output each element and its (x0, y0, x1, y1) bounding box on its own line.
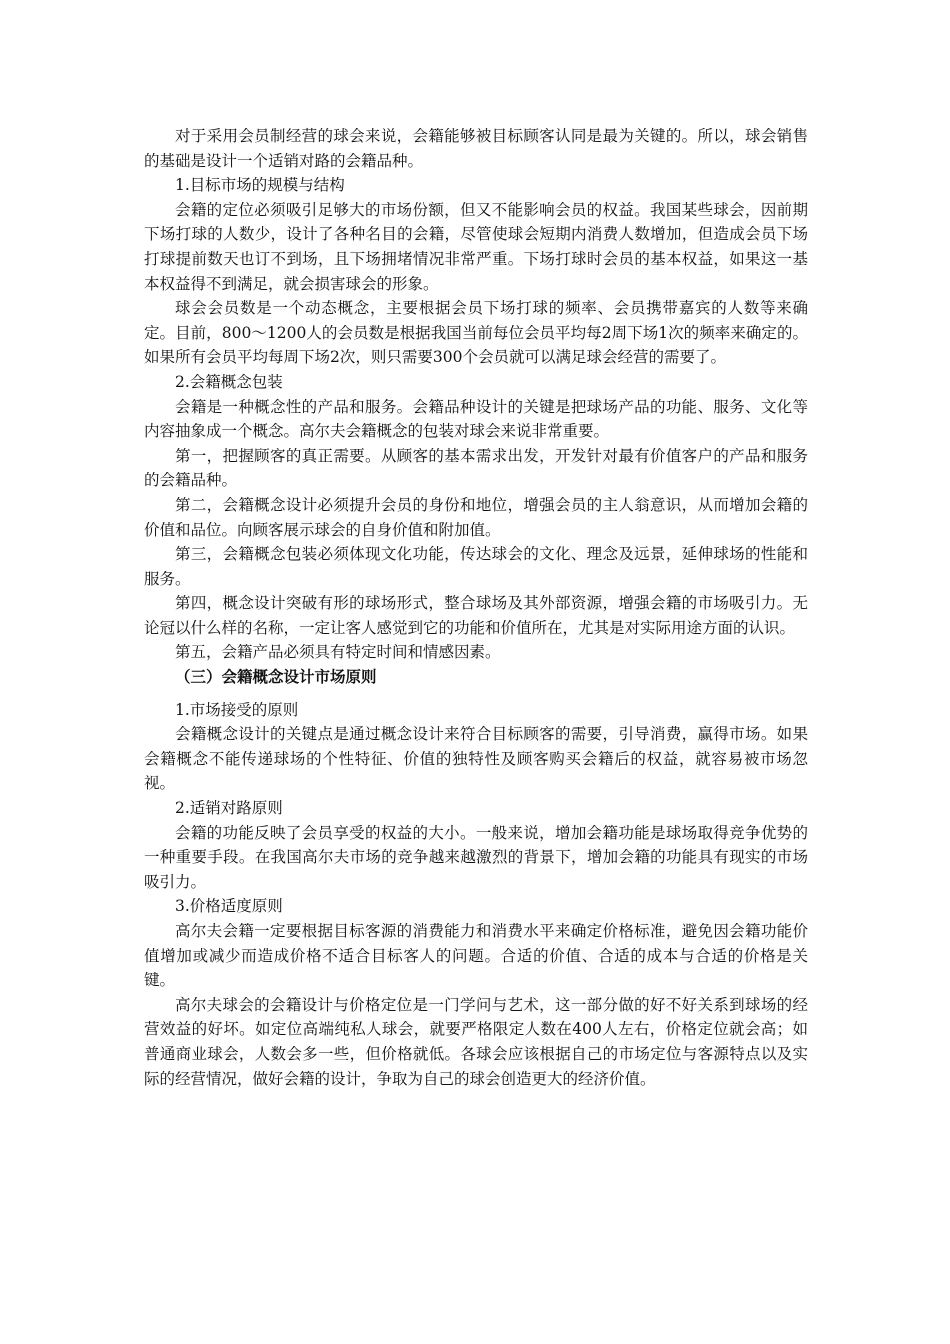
paragraph-marketable: 会籍的功能反映了会员享受的权益的大小。一般来说，增加会籍功能是球场取得竞争优势的一种重要手段。在我国高尔夫市场的竞争越来越激烈的背景下，增加会籍的功能具有现实的市场吸引力。 (144, 823, 808, 891)
paragraph-concept-product: 会籍是一种概念性的产品和服务。会籍品种设计的关键是把球场产品的功能、服务、文化等内容抽象成一个概念。高尔夫会籍概念的包装对球会来说非常重要。 (144, 397, 808, 441)
subheading-concept-packaging: 2.会籍概念包装 (175, 372, 283, 391)
subheading-market-acceptance: 1.市场接受的原则 (175, 700, 299, 719)
paragraph-market-share: 会籍的定位必须吸引足够大的市场份额，但又不能影响会员的权益。我国某些球会，因前期下场打球的人数少，设计了各种名目的会籍，尽管使球会短期内消费人数增加，但造成会员下场打球提前数天也订不到场，且下场拥堵情况非常严重。下场打球时会员的基本权益，如果这一基本权益得不到满足，就会损害球会的形象。 (144, 200, 808, 293)
subheading-pricing: 3.价格适度原则 (175, 897, 283, 916)
paragraph-second-point: 第二，会籍概念设计必须提升会员的身份和地位，增强会员的主人翁意识，从而增加会籍的价值和品位。向顾客展示球会的自身价值和附加值。 (144, 495, 808, 539)
document-page (144, 124, 808, 1091)
subheading-marketable: 2.适销对路原则 (175, 799, 283, 818)
section-title-principles: （三）会籍概念设计市场原则 (175, 668, 377, 687)
paragraph-first-point: 第一，把握顾客的真正需要。从顾客的基本需求出发，开发针对最有价值客户的产品和服务的会籍品种。 (144, 446, 808, 490)
paragraph-fifth-point: 第五，会籍产品必须具有特定时间和情感因素。 (175, 643, 501, 662)
paragraph-market-acceptance: 会籍概念设计的关键点是通过概念设计来符合目标顾客的需要，引导消费，赢得市场。如果会籍概念不能传递球场的个性特征、价值的独特性及顾客购买会籍后的权益，就容易被市场忽视。 (144, 725, 808, 793)
paragraph-pricing: 高尔夫会籍一定要根据目标客源的消费能力和消费水平来确定价格标准，避免因会籍功能价值增加或减少而造成价格不适合目标客人的问题。合适的价值、合适的成本与合适的价格是关键。 (144, 922, 808, 990)
paragraph-member-count: 球会会员数是一个动态概念，主要根据会员下场打球的频率、会员携带嘉宾的人数等来确定。目前，800～1200人的会员数是根据我国当前每位会员平均每2周下场1次的频率来确定的。如果所有会员平均每周下场2次，则只需要300个会员就可以满足球会经营的需要了。 (144, 299, 808, 367)
paragraph-intro: 对于采用会员制经营的球会来说，会籍能够被目标顾客认同是最为关键的。所以，球会销售的基础是设计一个适销对路的会籍品种。 (144, 127, 808, 170)
paragraph-fourth-point: 第四，概念设计突破有形的球场形式，整合球场及其外部资源，增强会籍的市场吸引力。无论冠以什么样的名称，一定让客人感觉到它的功能和价值所在，尤其是对实际用途方面的认识。 (144, 594, 808, 637)
paragraph-conclusion: 高尔夫球会的会籍设计与价格定位是一门学问与艺术，这一部分做的好不好关系到球场的经营效益的好坏。如定位高端纯私人球会，就要严格限定人数在400人左右，价格定位就会高；如普通商业球会，人数会多一些，但价格就低。各球会应该根据自己的市场定位与客源特点以及实际的经营情况，做好会籍的设计，争取为自己的球会创造更大的经济价值。 (144, 995, 808, 1088)
subheading-target-market: 1.目标市场的规模与结构 (175, 176, 345, 195)
paragraph-third-point: 第三，会籍概念包装必须体现文化功能，传达球会的文化、理念及远景，延伸球场的性能和服务。 (144, 545, 808, 588)
